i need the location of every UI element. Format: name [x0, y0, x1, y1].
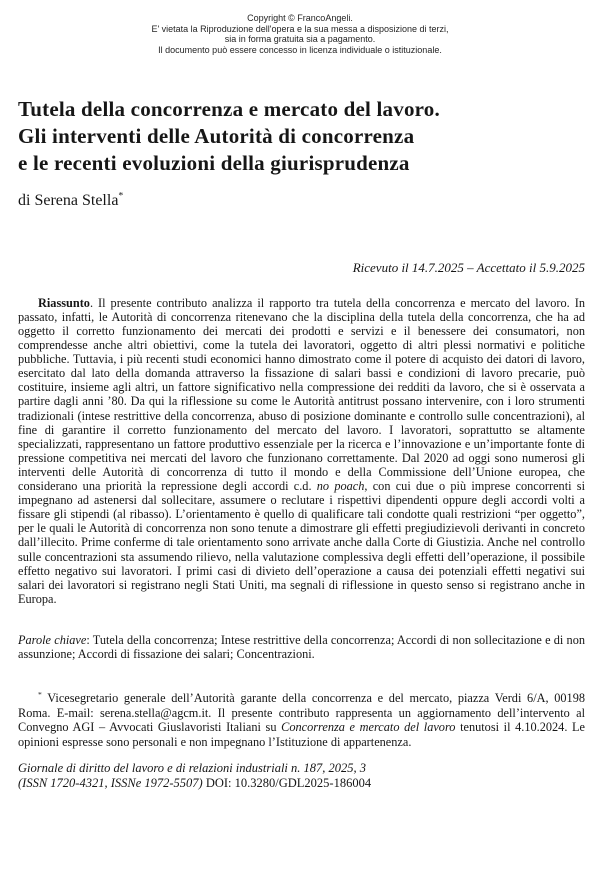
journal-footer	[18, 761, 585, 790]
journal-doi: DOI: 10.3280/GDL2025-186004	[202, 775, 372, 790]
abstract-label: Riassunto	[38, 295, 90, 310]
author-name: di Serena Stella	[18, 191, 119, 209]
copyright-line: Copyright © FrancoAngeli.	[247, 13, 353, 23]
keywords-paragraph	[18, 633, 585, 661]
journal-citation-line	[18, 761, 585, 776]
copyright-line: sia in forma gratuita sia a pagamento.	[224, 34, 376, 45]
abstract-text-segment: , con cui due o più imprese concorrenti si impegnano ad astenersi dal sollecitare, assumere o reclutare i rispettivi dipendenti oppure degli accordi volti a fissare gli stipendi (al ribasso). L’orientamento è quello di qualificare tali condotte quali restrizioni “per oggetto”, per le quali le Autorità di concorrenza non sono tenute a dimostrare gli effetti pregiudizievoli derivanti in concreto dall’illecito. Prime conferme di tale orientamento sono arrivate anche dalla Corte di Giustizia. Anche nel controllo sulle concentrazioni sta assumendo rilievo, nella valutazione complessiva degli effetti dell’operazione, il possibile effetto negativo sui lavoratori. I primi casi di divieto dell’operazione a causa dei potenziali effetti negativi sui salari dei lavoratori si registrano negli Stati Uniti, ma segnali di riflessione in questo senso si registrano anche in Europa.	[18, 479, 585, 606]
journal-name-issue: Giornale di diritto del lavoro e di relazioni industriali n. 187, 2025, 3	[18, 761, 367, 776]
journal-issn-doi-line	[18, 776, 585, 791]
footnote-mark: *	[38, 689, 42, 699]
copyright-line: Il documento può essere concesso in licenza individuale o istituzionale.	[158, 45, 442, 56]
abstract-paragraph	[18, 296, 585, 606]
article-title-line: Gli interventi delle Autorità di concorrenza	[18, 123, 415, 148]
footnote-italic-title: Concorrenza e mercato del lavoro	[281, 720, 456, 735]
article-title	[18, 96, 582, 177]
article-title-line: e le recenti evoluzioni della giurisprudenza	[18, 150, 410, 175]
author-footnote-mark: *	[118, 190, 124, 202]
footnote-text-segment: tenutosi il 4.10.2024. Le opinioni espresse sono personali e non impegnano l’Istituzione di appartenenza.	[18, 720, 585, 749]
received-accepted-line: Ricevuto il 14.7.2025 – Accettato il 5.9.2025	[352, 259, 585, 275]
copyright-notice	[0, 0, 600, 56]
footnote-text-segment: Vicesegretario generale dell’Autorità garante della concorrenza e del mercato, piazza Verdi 6/A, 00198 Roma. E-mail: serena.stella@agcm.it. Il presente contributo rappresenta un aggiornamento dell’intervento al Convegno AGI – Avvocati Giuslavoristi Italiani su	[18, 691, 585, 735]
article-title-line: Tutela della concorrenza e mercato del lavoro.	[18, 96, 440, 121]
copyright-line: E' vietata la Riproduzione dell'opera e la sua messa a disposizione di terzi,	[151, 23, 449, 34]
keywords-label: Parole chiave	[18, 632, 87, 647]
abstract-italic-term: no poach	[316, 479, 365, 494]
author-affiliation-footnote	[18, 691, 585, 749]
journal-issn: (ISSN 1720-4321, ISSNe 1972-5507)	[18, 775, 203, 790]
author-byline	[18, 192, 582, 210]
keywords-text: : Tutela della concorrenza; Intese restrittive della concorrenza; Accordi di non sollecitazione e di non assunzione; Accordi di fissazione dei salari; Concentrazioni.	[18, 632, 585, 661]
abstract-text-segment: . Il presente contributo analizza il rapporto tra tutela della concorrenza e mercato del lavoro. In passato, infatti, le Autorità di concorrenza ritenevano che la disciplina della tutela della concorrenza, che ha ad oggetto il corretto funzionamento dei mercati dei prodotti e servizi e il benessere dei consumatori, non comprendesse anche altri obiettivi, come la tutela dei lavoratori, oggetto di altri plessi normativi e politiche pubbliche. Tuttavia, i più recenti studi economici hanno dimostrato come il potere di acquisto dei datori di lavoro, esercitato dal lato della domanda attraverso la fissazione di salari bassi e condizioni di lavoro precarie, può costituire, insieme agli altri, un fattore significativo nella compressione dei redditi da lavoro, che si è osservata a partire dagli anni ’80. Da qui la riflessione su come le Autorità antitrust possano intervenire, con i loro strumenti tradizionali (intese restrittive della concorrenza, abuso di posizione dominante e controllo sulle concentrazioni), al fine di garantire il corretto funzionamento del mercato del lavoro. I lavoratori, soprattutto se altamente specializzati, rappresentano un fattore produttivo essenziale per la ricerca e l’innovazione e un’importante fonte di pressione competitiva nei mercati del lavoro che funzionano correttamente. Dal 2020 ad oggi sono numerosi gli interventi delle Autorità di concorrenza di tutto il mondo e della Commissione dell’Unione europea, che considerano una priorità la repressione degli accordi c.d.	[18, 295, 585, 494]
